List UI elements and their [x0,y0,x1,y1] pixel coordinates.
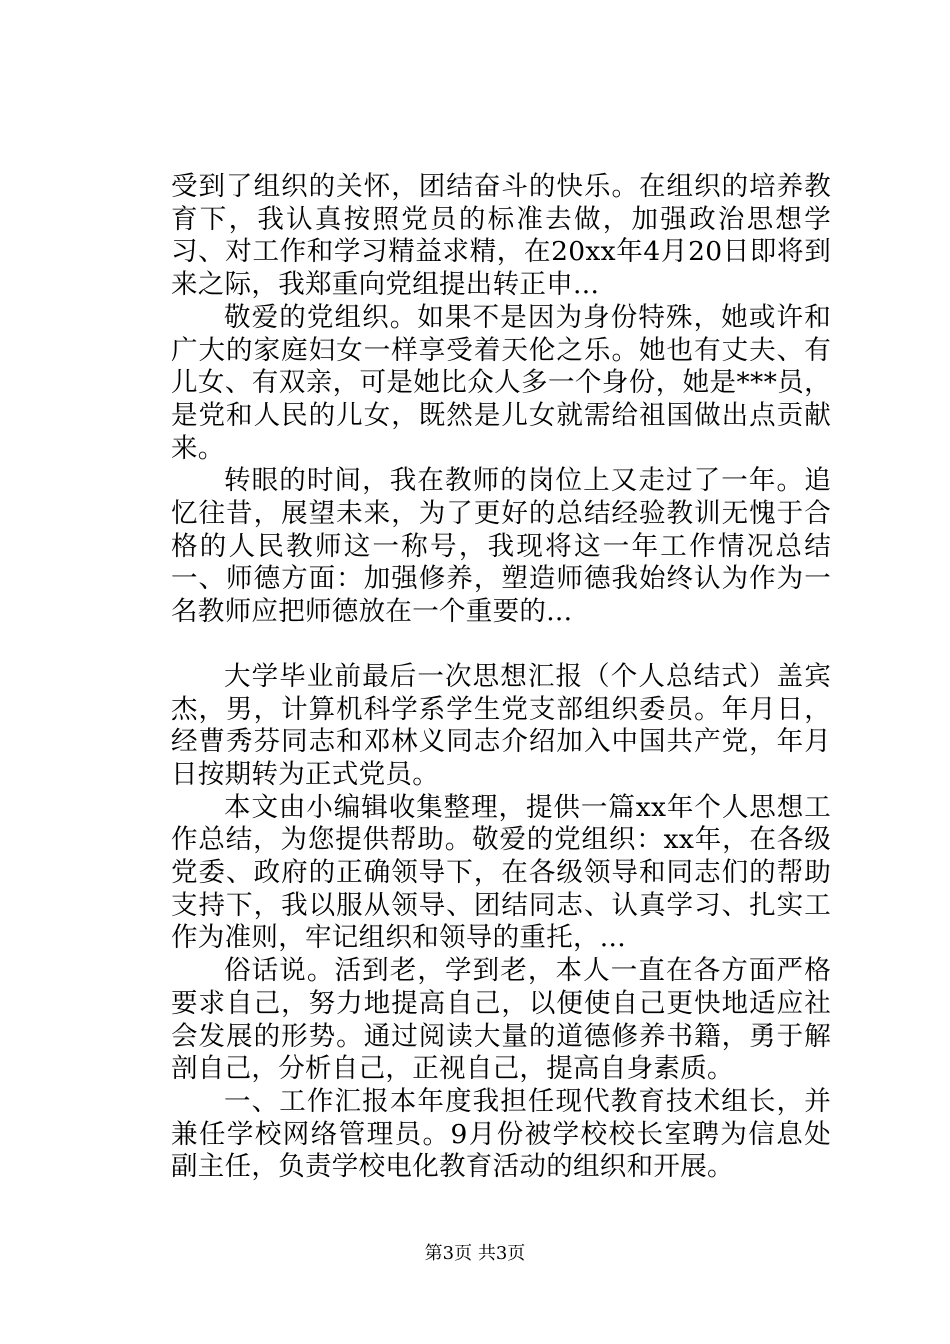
paragraph-spacer [171,629,831,661]
paragraph: 敬爱的党组织。如果不是因为身份特殊，她或许和广大的家庭妇女一样享受着天伦之乐。她也有丈夫、有儿女、有双亲，可是她比众人多一个身份，她是***员，是党和人民的儿女，既然是儿女就需给祖国做出点贡献来。 [171,301,831,464]
paragraph: 转眼的时间，我在教师的岗位上又走过了一年。追忆往昔，展望未来，为了更好的总结经验教训无愧于合格的人民教师这一称号，我现将这一年工作情况总结一、师德方面：加强修养，塑造师德我始终认为作为一名教师应把师德放在一个重要的... [171,465,831,628]
paragraph: 本文由小编辑收集整理，提供一篇xx年个人思想工作总结，为您提供帮助。敬爱的党组织：xx年，在各级党委、政府的正确领导下，在各级领导和同志们的帮助支持下，我以服从领导、团结同志、认真学习、扎实工作为准则，牢记组织和领导的重托，... [171,791,831,954]
document-body [171,171,831,1184]
paragraph: 俗话说。活到老，学到老，本人一直在各方面严格要求自己，努力地提高自己，以便使自己更快地适应社会发展的形势。通过阅读大量的道德修养书籍，勇于解剖自己，分析自己，正视自己，提高自身素质。 [171,955,831,1085]
paragraph: 受到了组织的关怀，团结奋斗的快乐。在组织的培养教育下，我认真按照党员的标准去做，加强政治思想学习、对工作和学习精益求精，在20xx年4月20日即将到来之际，我郑重向党组提出转正申... [171,171,831,301]
page-number-footer: 第3页 共3页 [424,1243,526,1264]
paragraph: 一、工作汇报本年度我担任现代教育技术组长，并兼任学校网络管理员。9月份被学校校长室聘为信息处副主任，负责学校电化教育活动的组织和开展。 [171,1085,831,1183]
paragraph: 大学毕业前最后一次思想汇报（个人总结式）盖宾杰，男，计算机科学系学生党支部组织委员。年月日，经曹秀芬同志和邓林义同志介绍加入中国共产党，年月日按期转为正式党员。 [171,660,831,790]
